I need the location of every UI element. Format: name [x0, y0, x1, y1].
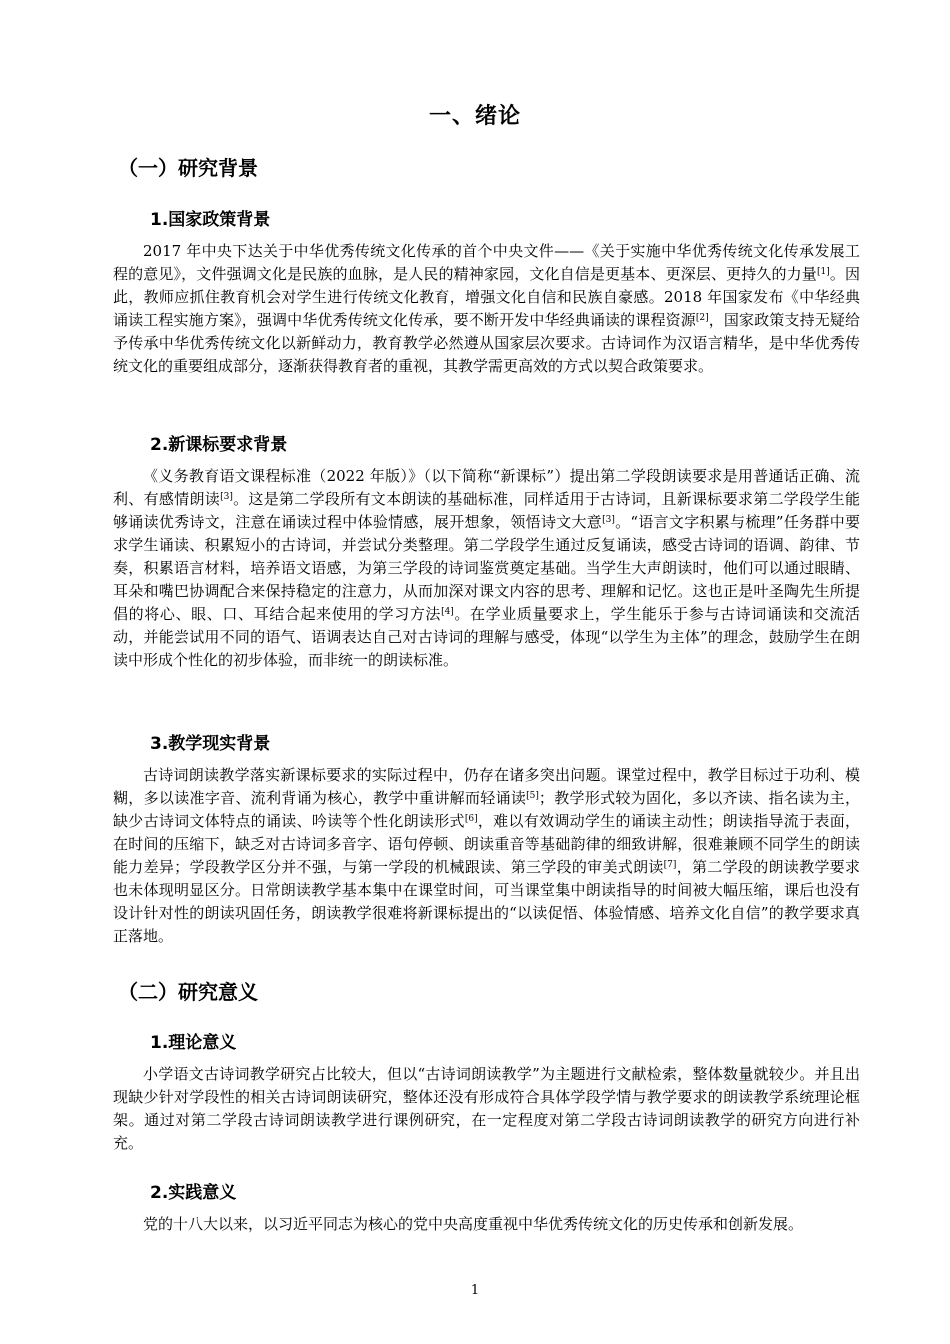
page-number: 1 — [470, 1283, 480, 1298]
paragraph-practical — [113, 1213, 860, 1236]
paragraph-text: 小学语文古诗词教学研究占比较大，但以“古诗词朗读教学”为主题进行文献检索，整体数量就较少。并且出现缺少针对学段性的相关古诗词朗读研究，整体还没有形成符合具体学段学情与教学要求的朗读教学系统理论框架。通过对第二学段古诗词朗读教学进行课例研究，在一定程度对第二学段古诗词朗读教学的研究方向进行补充。 — [113, 1065, 860, 1152]
paragraph-theory — [113, 1063, 860, 1155]
chapter-title: 一、绪论 — [428, 104, 521, 129]
paragraph-practice — [113, 764, 860, 948]
citation-marker: [2] — [695, 313, 709, 323]
paragraph-text: 。这是第二学段所有文本朗读的基础标准，同样适用于古诗词，且新课标要求第二学段学生能够诵读优秀诗文，注意在诵读过程中体验情感，展开想象，领悟诗文大意 — [113, 490, 860, 531]
paragraph-text: 。因此，教师应抓住教育机会对学生进行传统文化教育，增强文化自信和民族自豪感。2018 年国家发布《中华经典诵读工程实施方案》，强调中华优秀传统文化传承，要不断开发中华经典诵读的课程资源 — [113, 265, 860, 329]
paragraph-text: 《义务教育语文课程标准（2022 年版）》（以下简称“新课标”）提出第二学段朗读要求是用普通话正确、流利、有感情朗读 — [113, 467, 860, 508]
paragraph-text: ，国家政策支持无疑给予传承中华优秀传统文化以新鲜动力，教育教学必然遵从国家层次要求。古诗词作为汉语言精华，是中华优秀传统文化的重要组成部分，逐渐获得教育者的重视，其教学需更高效的方式以契合政策要求。 — [113, 311, 860, 375]
subsection-heading-curriculum: 2.新课标要求背景 — [150, 435, 288, 455]
citation-marker: [1] — [816, 267, 830, 277]
citation-marker: [4] — [441, 607, 454, 617]
paragraph-text: 古诗词朗读教学落实新课标要求的实际过程中，仍存在诸多突出问题。课堂过程中，教学目标过于功利、模糊，多以读准字音、流利背诵为核心，教学中重讲解而轻诵读 — [113, 766, 860, 807]
paragraph-text: 。在学业质量要求上，学生能乐于参与古诗词诵读和交流活动，并能尝试用不同的语气、语调表达自己对古诗词的理解与感受，体现“以学生为主体”的理念，鼓励学生在朗读中形成个性化的初步体验，而非统一的朗读标准。 — [113, 605, 860, 669]
citation-marker: [3] — [602, 515, 615, 525]
citation-marker: [7] — [663, 860, 677, 870]
subsection-heading-theory: 1.理论意义 — [150, 1033, 237, 1053]
paragraph-text: 2017 年中央下达关于中华优秀传统文化传承的首个中央文件——《关于实施中华优秀传统文化传承发展工程的意见》，文件强调文化是民族的血脉，是人民的精神家园，文化自信是更基本、更深层、更持久的力量 — [113, 242, 860, 283]
paragraph-curriculum — [113, 465, 860, 672]
citation-marker: [6] — [464, 814, 478, 824]
section-heading-background: （一）研究背景 — [118, 156, 258, 180]
paragraph-text: ，第二学段的朗读教学要求也未体现明显区分。日常朗读教学基本集中在课堂时间，可当课堂集中朗读指导的时间被大幅压缩，课后也没有设计针对性的朗读巩固任务，朗读教学很难将新课标提出的“以读促悟、体验情感、培养文化自信”的教学要求真正落地。 — [113, 858, 860, 945]
paragraph-text: 党的十八大以来，以习近平同志为核心的党中央高度重视中华优秀传统文化的历史传承和创新发展。 — [143, 1215, 804, 1233]
paragraph-text: 。“语言文字积累与梳理”任务群中要求学生诵读、积累短小的古诗词，并尝试分类整理。第二学段学生通过反复诵读，感受古诗词的语调、韵律、节奏，积累语言材料，培养语文语感，为第三学段的诗词鉴赏奠定基础。当学生大声朗读时，他们可以通过眼睛、耳朵和嘴巴协调配合来保持稳定的注意力，从而加深对课文内容的思考、理解和记忆。这也正是叶圣陶先生所提倡的将心、眼、口、耳结合起来使用的学习方法 — [113, 513, 860, 623]
subsection-heading-practical: 2.实践意义 — [150, 1183, 237, 1203]
subsection-heading-practice: 3.教学现实背景 — [150, 734, 271, 754]
citation-marker: [5] — [526, 791, 539, 801]
citation-marker: [3] — [220, 492, 233, 502]
subsection-heading-policy: 1.国家政策背景 — [150, 210, 271, 230]
paragraph-text: ；教学形式较为固化，多以齐读、指名读为主，缺少古诗词文体特点的诵读、吟读等个性化朗读形式 — [113, 789, 860, 830]
paragraph-text: ，难以有效调动学生的诵读主动性；朗读指导流于表面，在时间的压缩下，缺乏对古诗词多音字、语句停顿、朗读重音等基础韵律的细致讲解，很难兼顾不同学生的朗读能力差异；学段教学区分并不强，与第一学段的机械跟读、第三学段的审美式朗读 — [113, 812, 860, 876]
paragraph-policy — [113, 240, 860, 378]
section-heading-significance: （二）研究意义 — [118, 980, 258, 1004]
